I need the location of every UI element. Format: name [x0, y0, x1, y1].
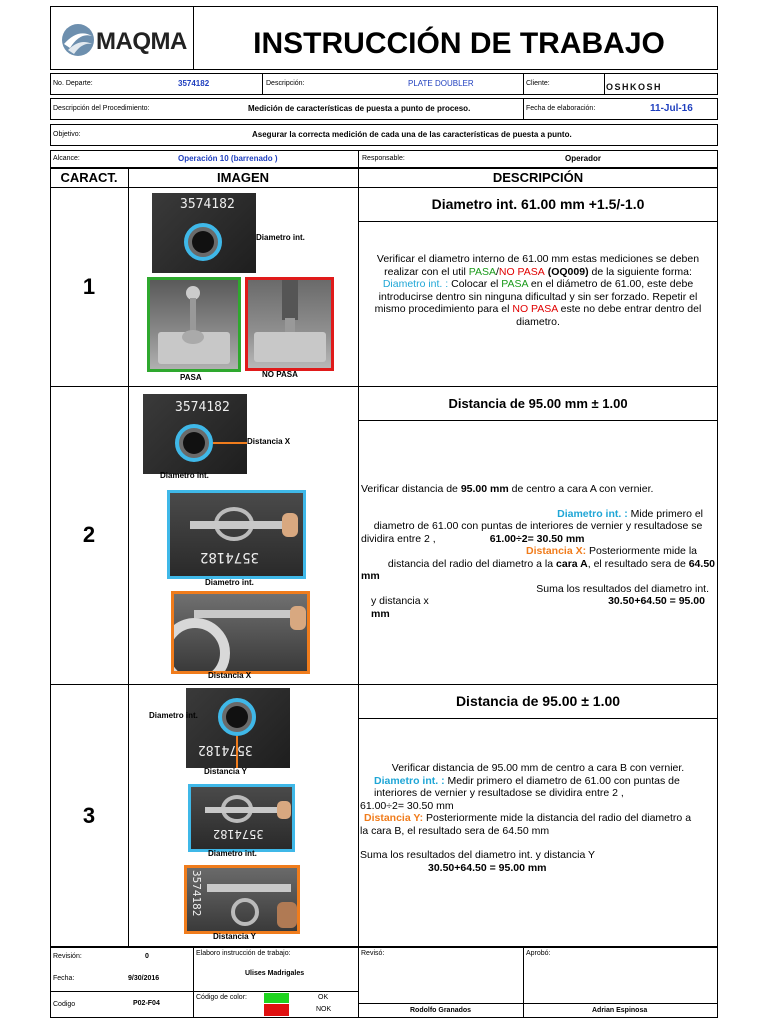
label-distancia-y: Distancia Y	[204, 767, 247, 776]
objetivo-label: Objetivo:	[53, 131, 81, 138]
label-diametro-int: Diametro int.	[205, 578, 254, 587]
part-number-marking: 3574182	[180, 197, 235, 212]
nok-label: NOK	[316, 1006, 332, 1013]
col-header-caract: CARACT.	[60, 170, 118, 185]
descripcion-value: PLATE DOUBLER	[408, 79, 474, 88]
procedimiento-value: Medición de características de puesta a punto de proceso.	[248, 104, 471, 113]
cliente-label: Cliente:	[526, 80, 550, 87]
objetivo-value: Asegurar la correcta medición de cada una de las características de puesta a punto.	[252, 130, 572, 139]
reviso-label: Revisó:	[361, 950, 385, 957]
reviso-value: Rodolfo Granados	[410, 1007, 472, 1014]
aprobo-value: Adrian Espinosa	[592, 1007, 648, 1014]
company-logo	[58, 22, 188, 62]
row-number: 1	[82, 273, 96, 299]
fecha-value: 9/30/2016	[128, 975, 160, 982]
pasa-gauge-photo	[147, 277, 241, 372]
no-departe-value: 3574182	[178, 79, 210, 88]
label-distancia-x: Distancia X	[208, 671, 252, 680]
alcance-label: Alcance:	[53, 155, 80, 162]
vernier-distance-y-photo	[184, 865, 300, 934]
label-diametro-int: Diametro int.	[256, 233, 305, 242]
page-title: INSTRUCCIÓN DE TRABAJO	[253, 27, 665, 60]
row-heading: Distancia de 95.00 mm ± 1.00	[448, 395, 628, 411]
procedimiento-label: Descripción del Procedimiento:	[53, 105, 150, 112]
label-diametro-int: Diametro int.	[208, 849, 257, 858]
row-number: 2	[82, 522, 96, 547]
color-code-label: Código de color:	[196, 994, 247, 1001]
elaboro-value: Ulises Madrigales	[245, 970, 305, 977]
elaboro-label: Elaboro instrucción de trabajo:	[196, 950, 291, 957]
row-heading: Distancia de 95.00 ± 1.00	[455, 693, 621, 709]
part-number-marking: 3574182	[190, 870, 203, 917]
codigo-value: P02-F04	[133, 1000, 160, 1007]
maqma-logo-icon	[60, 22, 96, 58]
col-header-descripcion: DESCRIPCIÓN	[492, 170, 584, 185]
vernier-diameter-photo	[167, 490, 306, 579]
no-departe-label: No. Departe:	[53, 80, 93, 87]
part-number-marking: 3574182	[213, 827, 264, 841]
aprobo-label: Aprobó:	[526, 950, 551, 957]
label-diametro-int: Diametro int.	[149, 711, 198, 720]
vernier-diameter-photo	[188, 784, 295, 852]
part-photo	[186, 688, 290, 768]
descripcion-label: Descripción:	[266, 80, 305, 87]
revision-value: 0	[145, 953, 149, 960]
logo-text: MAQMA	[96, 28, 187, 55]
no-pasa-gauge-photo	[245, 277, 334, 371]
oshkosh-logo-text: OSHKOSH	[606, 82, 663, 92]
fecha-label: Fecha:	[53, 975, 75, 982]
label-distancia-x: Distancia X	[247, 437, 291, 446]
row-number: 3	[82, 802, 96, 828]
responsable-label: Responsable:	[362, 155, 405, 162]
fecha-elaboracion-value: 11-Jul-16	[650, 103, 693, 114]
label-diametro-int: Diametro int.	[160, 471, 209, 480]
oshkosh-logo	[606, 77, 676, 91]
alcance-value: Operación 10 (barrenado )	[178, 154, 278, 163]
responsable-value: Operador	[565, 154, 602, 163]
part-number-marking: 3574182	[200, 549, 260, 565]
fecha-elaboracion-label: Fecha de elaboración:	[526, 105, 596, 112]
revision-label: Revisión:	[53, 953, 82, 960]
ok-label: OK	[318, 994, 329, 1001]
part-number-marking: 3574182	[175, 400, 230, 415]
label-pasa: PASA	[180, 373, 202, 382]
ok-color-swatch	[264, 993, 289, 1003]
label-distancia-y: Distancia Y	[213, 932, 256, 941]
col-header-imagen: IMAGEN	[217, 170, 269, 185]
part-number-marking: 3574182	[198, 742, 253, 757]
row-description: Verificar distancia de 95.00 mm de centro a cara B con vernier. Diametro int. : Medir primero el diametro de 61.00 con puntas de interiores de vernier y resultadose se dividira entre 2 , 61.00÷2= 30.50 mm Distancia Y: Posteriormente mide la distancia del radio del diametro a la cara B, el resultado sera de 64.50 mm Suma los resultados del diametro int. y distancia Y 30.50+64.50 = 95.00 mm	[360, 762, 692, 874]
label-no-pasa: NO PASA	[262, 370, 298, 379]
part-photo	[152, 193, 256, 273]
vernier-distance-x-photo	[171, 591, 310, 674]
part-photo	[143, 394, 247, 474]
nok-color-swatch	[264, 1004, 289, 1016]
row-description: Verificar el diametro interno de 61.00 mm estas mediciones se deben realizar con el util PASA/NO PASA (OQ009) de la siguiente forma: Diametro int. : Colocar el PASA en el diámetro de 61.00, este debe introducirse dentro sin ninguna dificultad y sin ser forzado. Repetir el mismo procedimiento para el NO PASA este no debe entrar dentro del diametro.	[374, 253, 702, 328]
row-heading: Diametro int. 61.00 mm +1.5/-1.0	[431, 196, 645, 212]
row-description: Verificar distancia de 95.00 mm de centro a cara A con vernier. Diametro int. : Mide primero el diametro de 61.00 con puntas de interiores de vernier y resultadose se dividira entre 2 , 61.00÷2= 30.50 mm Distancia X: Posteriormente mide la distancia del radio del diametro a la cara A, el resultado sera de 64.50 mm Suma los resultados del diametro int. y distancia x 30.50+64.50 = 95.00 mm	[361, 483, 715, 620]
codigo-label: Codigo	[53, 1001, 76, 1008]
